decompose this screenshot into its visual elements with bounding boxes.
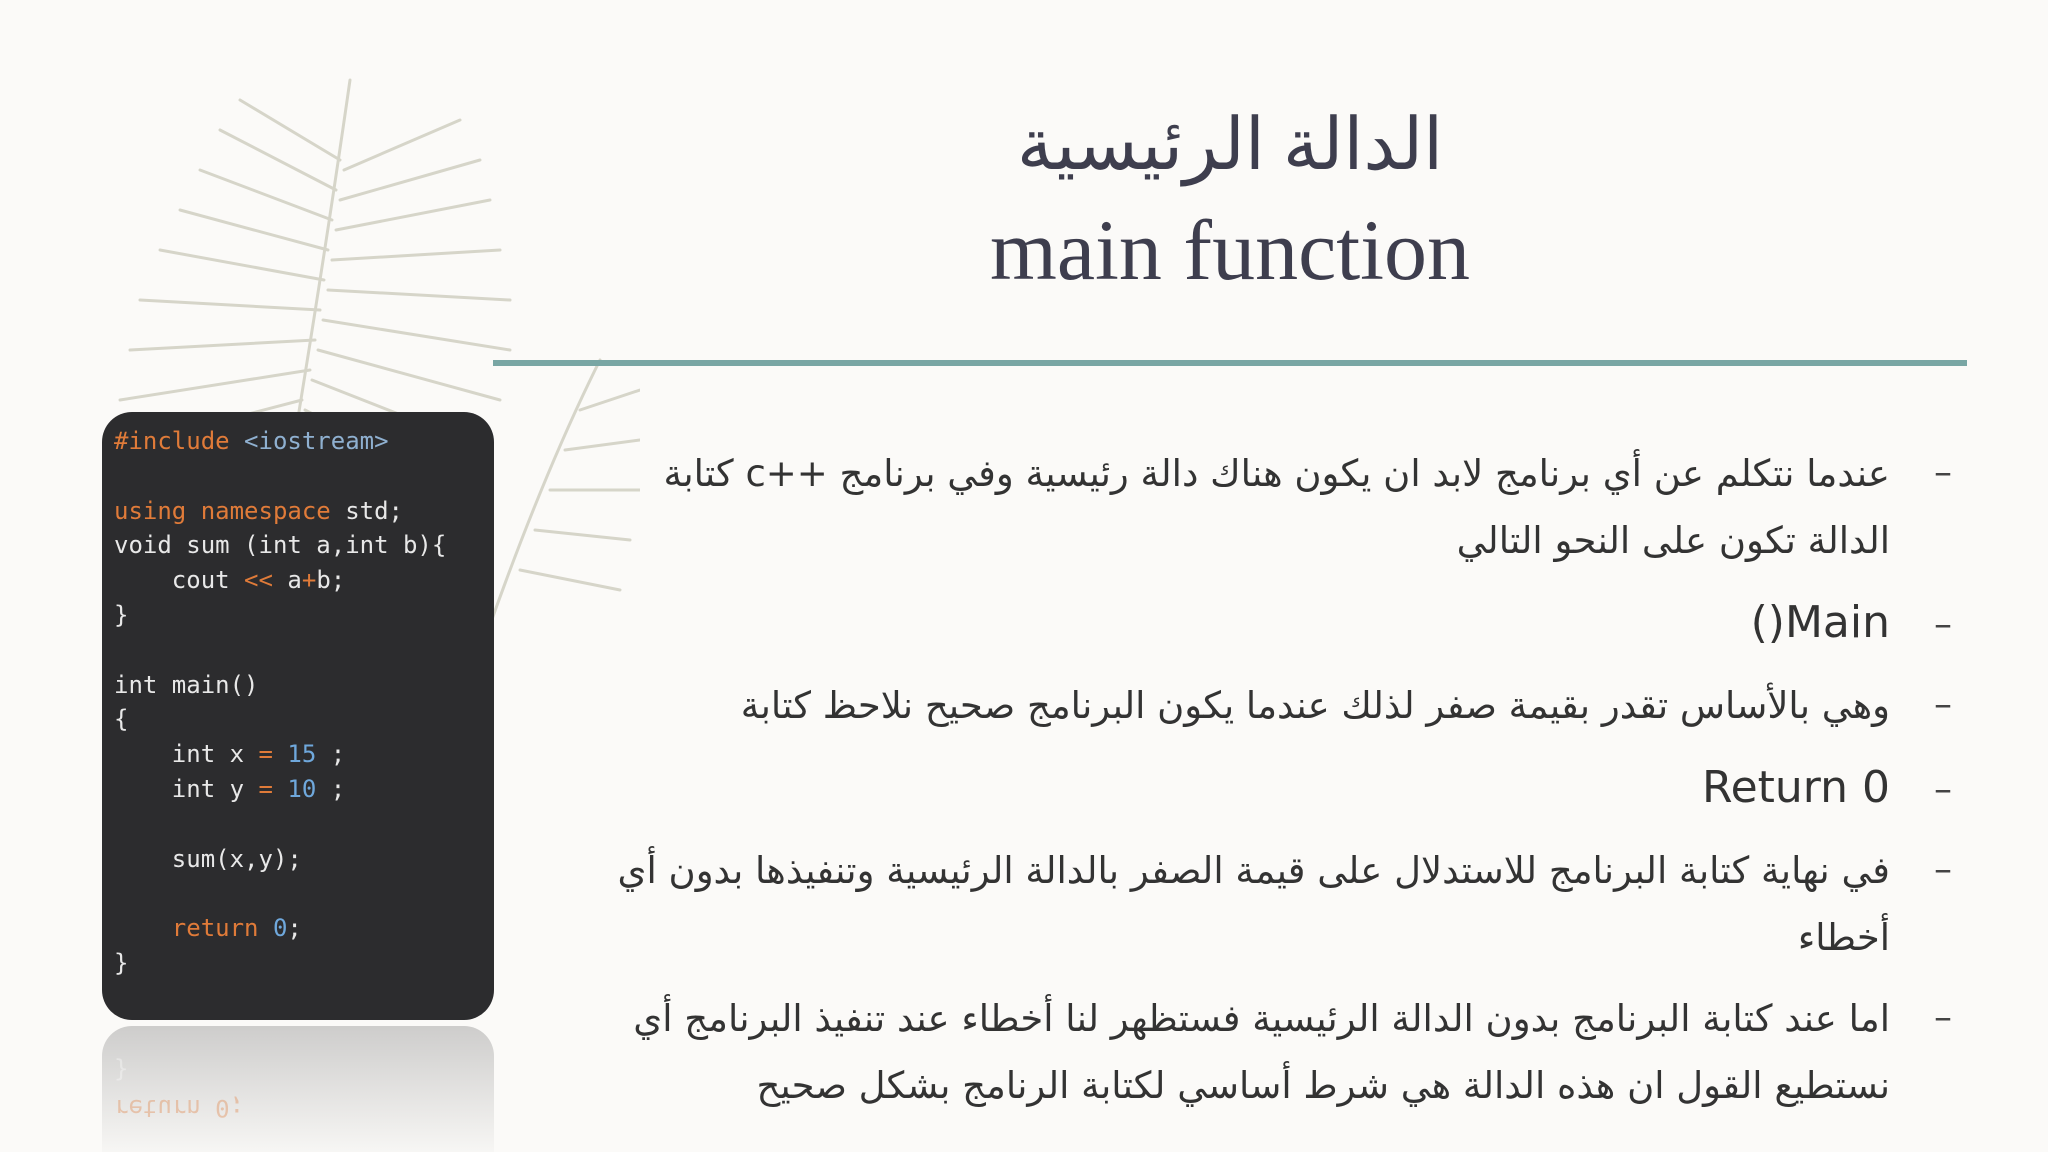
bullet-text: Main() — [1750, 597, 1890, 648]
code-line: using namespace std; — [114, 496, 403, 525]
slide-title — [820, 95, 1640, 305]
bullet-marker: – — [1934, 604, 1952, 645]
bullet-text: الدالة تكون على النحو التالي — [1456, 519, 1890, 562]
bullet-marker: – — [1934, 452, 1952, 493]
bullet-marker: – — [1934, 769, 1952, 810]
slide-title-english: main function — [989, 202, 1471, 298]
bullet-text: اما عند كتابة البرنامج بدون الدالة الرئيسية فستظهر لنا أخطاء عند تنفيذ البرنامج أي — [633, 997, 1890, 1040]
code-block — [114, 424, 494, 981]
reflection-line: } — [114, 1056, 129, 1084]
title-divider — [493, 360, 1967, 366]
bullet-item — [540, 751, 1960, 825]
slide-title-arabic: الدالة الرئيسية — [1016, 105, 1444, 185]
code-line: void sum (int a,int b){ — [114, 531, 447, 560]
reflection-line: return 0; — [114, 1094, 245, 1122]
bullet-text: أخطاء — [1797, 916, 1890, 959]
bullet-item — [540, 837, 1960, 971]
bullet-list — [540, 440, 1960, 1119]
bullet-item — [540, 440, 1960, 574]
code-line: int y = 10 ; — [114, 774, 346, 803]
bullet-text: وهي بالأساس تقدر بقيمة صفر لذلك عندما يكون البرنامج صحيح نلاحظ كتابة — [740, 684, 1890, 727]
bullet-item — [540, 586, 1960, 660]
bullet-text: Return 0 — [1702, 762, 1890, 813]
bullet-item — [540, 672, 1960, 739]
code-line: } — [114, 600, 129, 629]
code-line: sum(x,y); — [114, 844, 302, 873]
code-line: #include <iostream> — [114, 427, 389, 455]
bullet-text: عندما نتكلم عن أي برنامج لابد ان يكون هناك دالة رئيسية وفي برنامج ++c كتابة — [663, 452, 1890, 495]
code-line: int x = 15 ; — [114, 740, 346, 769]
code-line: int main() — [114, 670, 259, 699]
code-line: return 0; — [171, 914, 302, 943]
code-line: } — [114, 948, 129, 977]
code-line: { — [114, 705, 129, 734]
bullet-text: في نهاية كتابة البرنامج للاستدلال على قيمة الصفر بالدالة الرئيسية وتنفيذها بدون أي — [617, 849, 1890, 892]
code-line: cout << a+b; — [114, 566, 346, 595]
bullet-marker: – — [1934, 997, 1952, 1038]
bullet-item — [540, 985, 1960, 1119]
bullet-marker: – — [1934, 849, 1952, 890]
code-panel-reflection — [102, 1026, 494, 1152]
bullet-marker: – — [1934, 684, 1952, 725]
bullet-text: نستطيع القول ان هذه الدالة هي شرط أساسي لكتابة الرنامج بشكل صحيح — [756, 1064, 1890, 1107]
code-snippet-panel — [102, 412, 494, 1020]
